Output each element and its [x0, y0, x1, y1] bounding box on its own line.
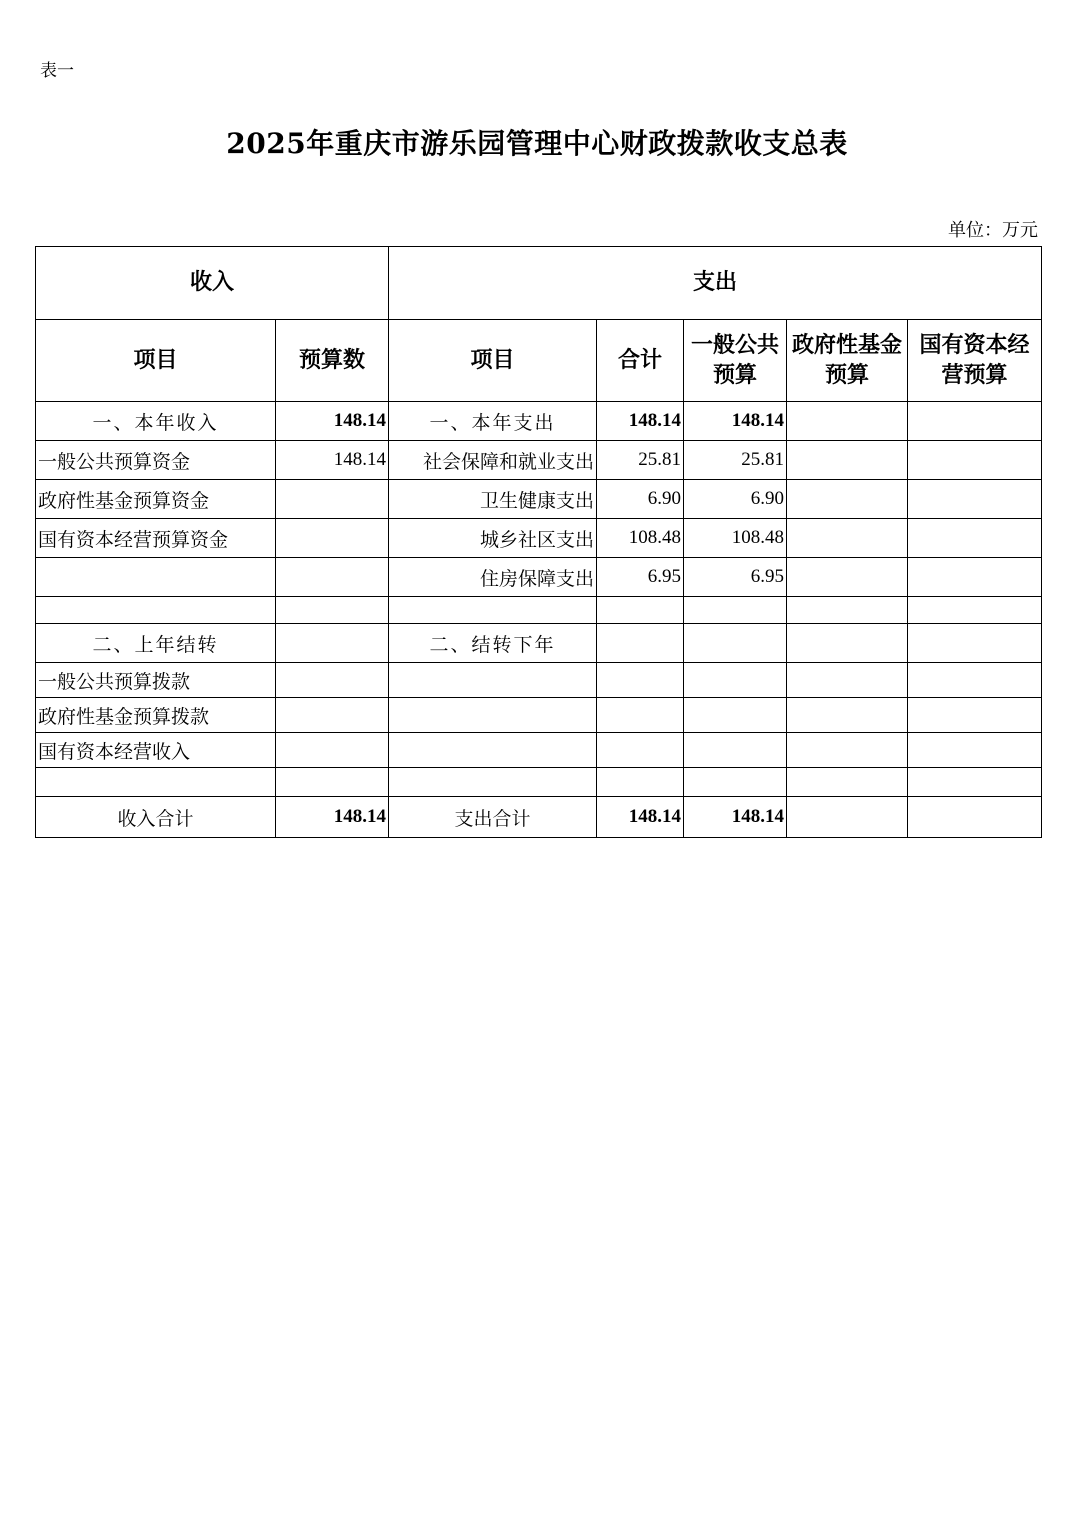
budget-table: [35, 246, 1042, 838]
budget-cell: [276, 519, 389, 558]
income-item-cell: [36, 558, 276, 597]
income-item-cell: 一般公共预算资金: [36, 441, 276, 480]
expense-item-cell: 二、结转下年: [389, 624, 597, 663]
state-capital-cell: [908, 558, 1042, 597]
gov-fund-cell: [787, 402, 908, 441]
gov-fund-cell: [787, 480, 908, 519]
table-row: [36, 441, 1042, 480]
header-row-columns: [36, 320, 1042, 402]
general-total-value: 148.14: [684, 797, 787, 838]
table-row: [36, 663, 1042, 698]
table-row: [36, 733, 1042, 768]
table-row-empty: [36, 768, 1042, 797]
general-cell: 108.48: [684, 519, 787, 558]
income-group-header: 收入: [36, 247, 389, 320]
total-cell: 6.90: [597, 480, 684, 519]
budget-cell: 148.14: [276, 402, 389, 441]
total-cell: 108.48: [597, 519, 684, 558]
gov-fund-cell: [787, 558, 908, 597]
general-cell: 6.90: [684, 480, 787, 519]
budget-header: 预算数: [276, 320, 389, 402]
total-row: [36, 797, 1042, 838]
state-capital-total-value: [908, 797, 1042, 838]
income-total-value: 148.14: [276, 797, 389, 838]
general-cell: 25.81: [684, 441, 787, 480]
expense-item-header: 项目: [389, 320, 597, 402]
unit-label: 单位：万元: [948, 220, 1038, 241]
total-cell: 6.95: [597, 558, 684, 597]
income-item-cell: 国有资本经营预算资金: [36, 519, 276, 558]
income-item-cell: 一、本年收入: [36, 402, 276, 441]
total-cell: [597, 624, 684, 663]
general-budget-header: 一般公共预算: [684, 320, 787, 402]
general-cell: [684, 624, 787, 663]
total-header: 合计: [597, 320, 684, 402]
expense-item-cell: 卫生健康支出: [389, 480, 597, 519]
state-capital-cell: [908, 519, 1042, 558]
table-row: [36, 519, 1042, 558]
table-number: 表一: [40, 61, 74, 81]
table-row-empty: [36, 597, 1042, 624]
income-item-header: 项目: [36, 320, 276, 402]
budget-cell: [276, 624, 389, 663]
income-item-cell: 一般公共预算拨款: [36, 663, 276, 698]
total-cell: 25.81: [597, 441, 684, 480]
income-item-cell: 国有资本经营收入: [36, 733, 276, 768]
income-item-cell: 政府性基金预算资金: [36, 480, 276, 519]
general-cell: 6.95: [684, 558, 787, 597]
expense-total-label: 支出合计: [389, 797, 597, 838]
expense-total-value: 148.14: [597, 797, 684, 838]
gov-fund-header: 政府性基金预算: [787, 320, 908, 402]
gov-fund-cell: [787, 441, 908, 480]
state-capital-header: 国有资本经营预算: [908, 320, 1042, 402]
header-row-group: [36, 247, 1042, 320]
budget-cell: 148.14: [276, 441, 389, 480]
general-cell: 148.14: [684, 402, 787, 441]
state-capital-cell: [908, 480, 1042, 519]
total-cell: 148.14: [597, 402, 684, 441]
table-row: [36, 480, 1042, 519]
budget-cell: [276, 480, 389, 519]
expense-group-header: 支出: [389, 247, 1042, 320]
state-capital-cell: [908, 624, 1042, 663]
gov-fund-cell: [787, 519, 908, 558]
table-row: [36, 624, 1042, 663]
expense-item-cell: 一、本年支出: [389, 402, 597, 441]
gov-fund-total-value: [787, 797, 908, 838]
table-row: [36, 558, 1042, 597]
table-row: [36, 402, 1042, 441]
income-total-label: 收入合计: [36, 797, 276, 838]
income-item-cell: 政府性基金预算拨款: [36, 698, 276, 733]
income-item-cell: 二、上年结转: [36, 624, 276, 663]
expense-item-cell: 住房保障支出: [389, 558, 597, 597]
expense-item-cell: 城乡社区支出: [389, 519, 597, 558]
budget-cell: [276, 558, 389, 597]
table-row: [36, 698, 1042, 733]
gov-fund-cell: [787, 624, 908, 663]
expense-item-cell: 社会保障和就业支出: [389, 441, 597, 480]
page-title: 2025年重庆市游乐园管理中心财政拨款收支总表: [226, 127, 848, 160]
state-capital-cell: [908, 402, 1042, 441]
state-capital-cell: [908, 441, 1042, 480]
